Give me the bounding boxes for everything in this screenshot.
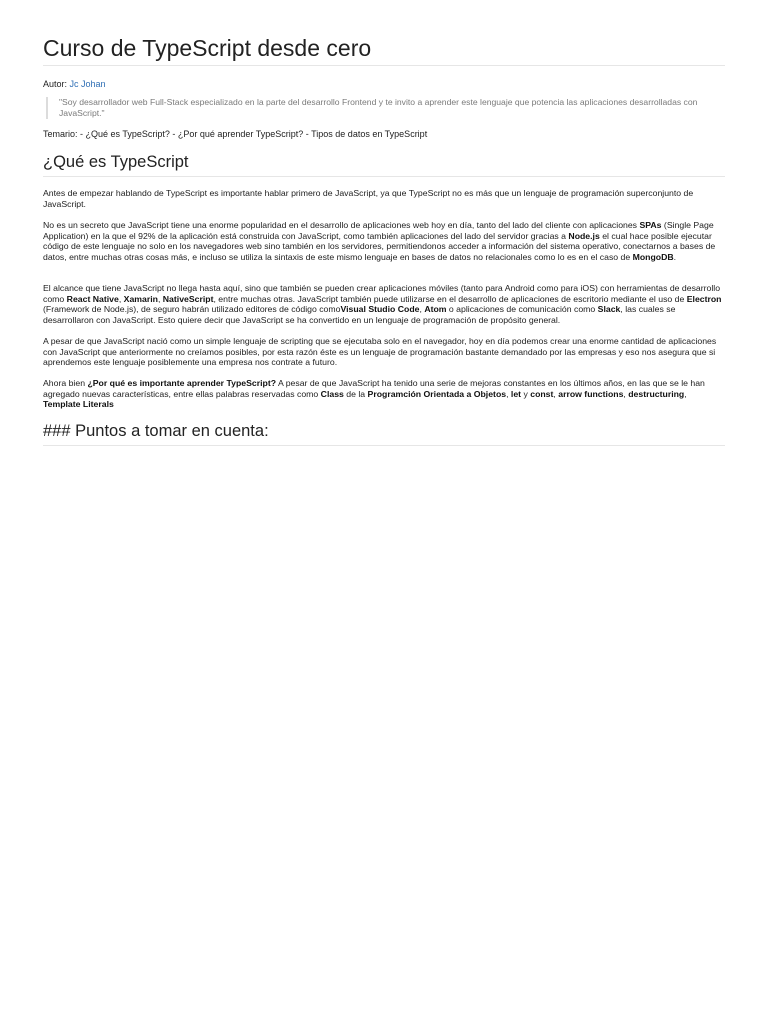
author-label: Autor: (43, 79, 68, 89)
author-quote: "Soy desarrollador web Full-Stack especializado en la parte del desarrollo Frontend y te invito a aprender este lenguaje que potencia las aplicaciones desarrolladas con JavaScript." (46, 97, 719, 119)
text-run: , (623, 388, 629, 399)
page-title: Curso de TypeScript desde cero (43, 35, 372, 61)
text-run: , entre muchas otras. JavaScript también puede utilizarse en el desarrollo de aplicaciones de escritorio mediante el uso de (213, 293, 687, 304)
text-run: (Framework de Node.js), de seguro habrán utilizado editores de código como (43, 304, 341, 315)
paragraph-intro: Antes de empezar hablando de TypeScript es importante hablar primero de JavaScript, ya que TypeScript no es más que un lenguaje de programación superconjunto de JavaScript. (43, 188, 694, 209)
paragraph-why-typescript (43, 378, 725, 410)
text-run: , (553, 388, 559, 399)
bold-term: Electron (686, 293, 722, 304)
title-divider (43, 65, 725, 66)
text-run: Ahora bien (43, 378, 88, 388)
paragraph-scope (43, 283, 725, 325)
author-link[interactable]: Jc Johan (69, 79, 106, 89)
text-run: , las cuales se desarrollaron con JavaScript. Esto quiere decir que JavaScript se ha convertido en un lenguaje de programación de propósito general. (43, 304, 676, 325)
paragraph-popularity (43, 220, 725, 262)
text-run: , (118, 293, 124, 304)
bold-term: Programción Orientada a Objetos (367, 388, 507, 399)
section-divider (43, 445, 725, 446)
bold-term: Class (320, 388, 344, 399)
text-run: , (506, 388, 511, 399)
section-heading-puntos: ### Puntos a tomar en cuenta: (43, 422, 269, 440)
text-run: A pesar de que JavaScript ha tenido una serie de mejoras constantes en los últimos años, en las que se le han agregado nuevas características, entre ellas palabras reservadas como (43, 378, 705, 399)
text-run: , (419, 304, 425, 315)
bold-term: ¿Por qué es importante aprender TypeScript? (87, 378, 277, 388)
bold-term: arrow functions (558, 388, 624, 399)
bold-term: const (530, 388, 554, 399)
section-divider (43, 176, 725, 177)
temario-line: Temario: - ¿Qué es TypeScript? - ¿Por qué aprender TypeScript? - Tipos de datos en TypeScript (43, 129, 428, 139)
bold-term: React Native (66, 293, 119, 304)
bold-term: Node.js (568, 230, 600, 241)
bold-term: let (510, 388, 522, 399)
bold-term: NativeScript (162, 293, 214, 304)
bold-term: Visual Studio Code (340, 304, 420, 315)
author-line (43, 78, 106, 90)
text-run: , (157, 293, 163, 304)
bold-term: MongoDB (632, 251, 674, 262)
text-run: y (521, 388, 531, 399)
bold-term: Slack (597, 304, 621, 315)
text-run: o aplicaciones de comunicación como (446, 304, 598, 315)
text-run: El alcance que tiene JavaScript no llega hasta aquí, sino que también se pueden crear aplicaciones móviles (tanto para Android como para iOS) con herramientas de desarrollo como (43, 283, 721, 304)
text-run: el cual hace posible ejecutar código de este lenguaje no solo en los navegadores web sino también en los servidores, permitiendonos acceder a información del sistema operativo, conectarnos a bases de datos, entre muchas otras cosas más, e incluso se utiliza la sintaxis de este mismo lenguaje en bases de datos no relacionales como lo es en el caso de (43, 230, 716, 262)
text-run: de la (343, 388, 368, 399)
paragraph-demand: A pesar de que JavaScript nació como un simple lenguaje de scripting que se ejecutaba solo en el navegador, hoy en día podemos crear una enorme cantidad de aplicaciones con JavaScript que anteriormente no creíamos posibles, por esta razón éste es un lenguaje de programación bastante demandado por las empresas y eso nos asegura que si aprendemos este lenguaje posiblemente una empresa nos contrate a futuro. (43, 336, 717, 368)
text-run: . (673, 251, 677, 262)
bold-term: Xamarin (123, 293, 158, 304)
bold-term: Template Literals (43, 399, 114, 410)
bold-term: SPAs (639, 220, 662, 230)
section-heading-que-es-typescript: ¿Qué es TypeScript (43, 153, 189, 171)
text-run: (Single Page Application) en la que el 92% de la aplicación está construida con JavaScript, como también aplicaciones del lado del servidor gracias a (43, 220, 714, 241)
bold-term: destructuring (628, 388, 685, 399)
bold-term: Atom (424, 304, 447, 315)
text-run: , (684, 388, 687, 399)
text-run: No es un secreto que JavaScript tiene una enorme popularidad en el desarrollo de aplicaciones web hoy en día, tanto del lado del cliente con aplicaciones (43, 220, 640, 230)
